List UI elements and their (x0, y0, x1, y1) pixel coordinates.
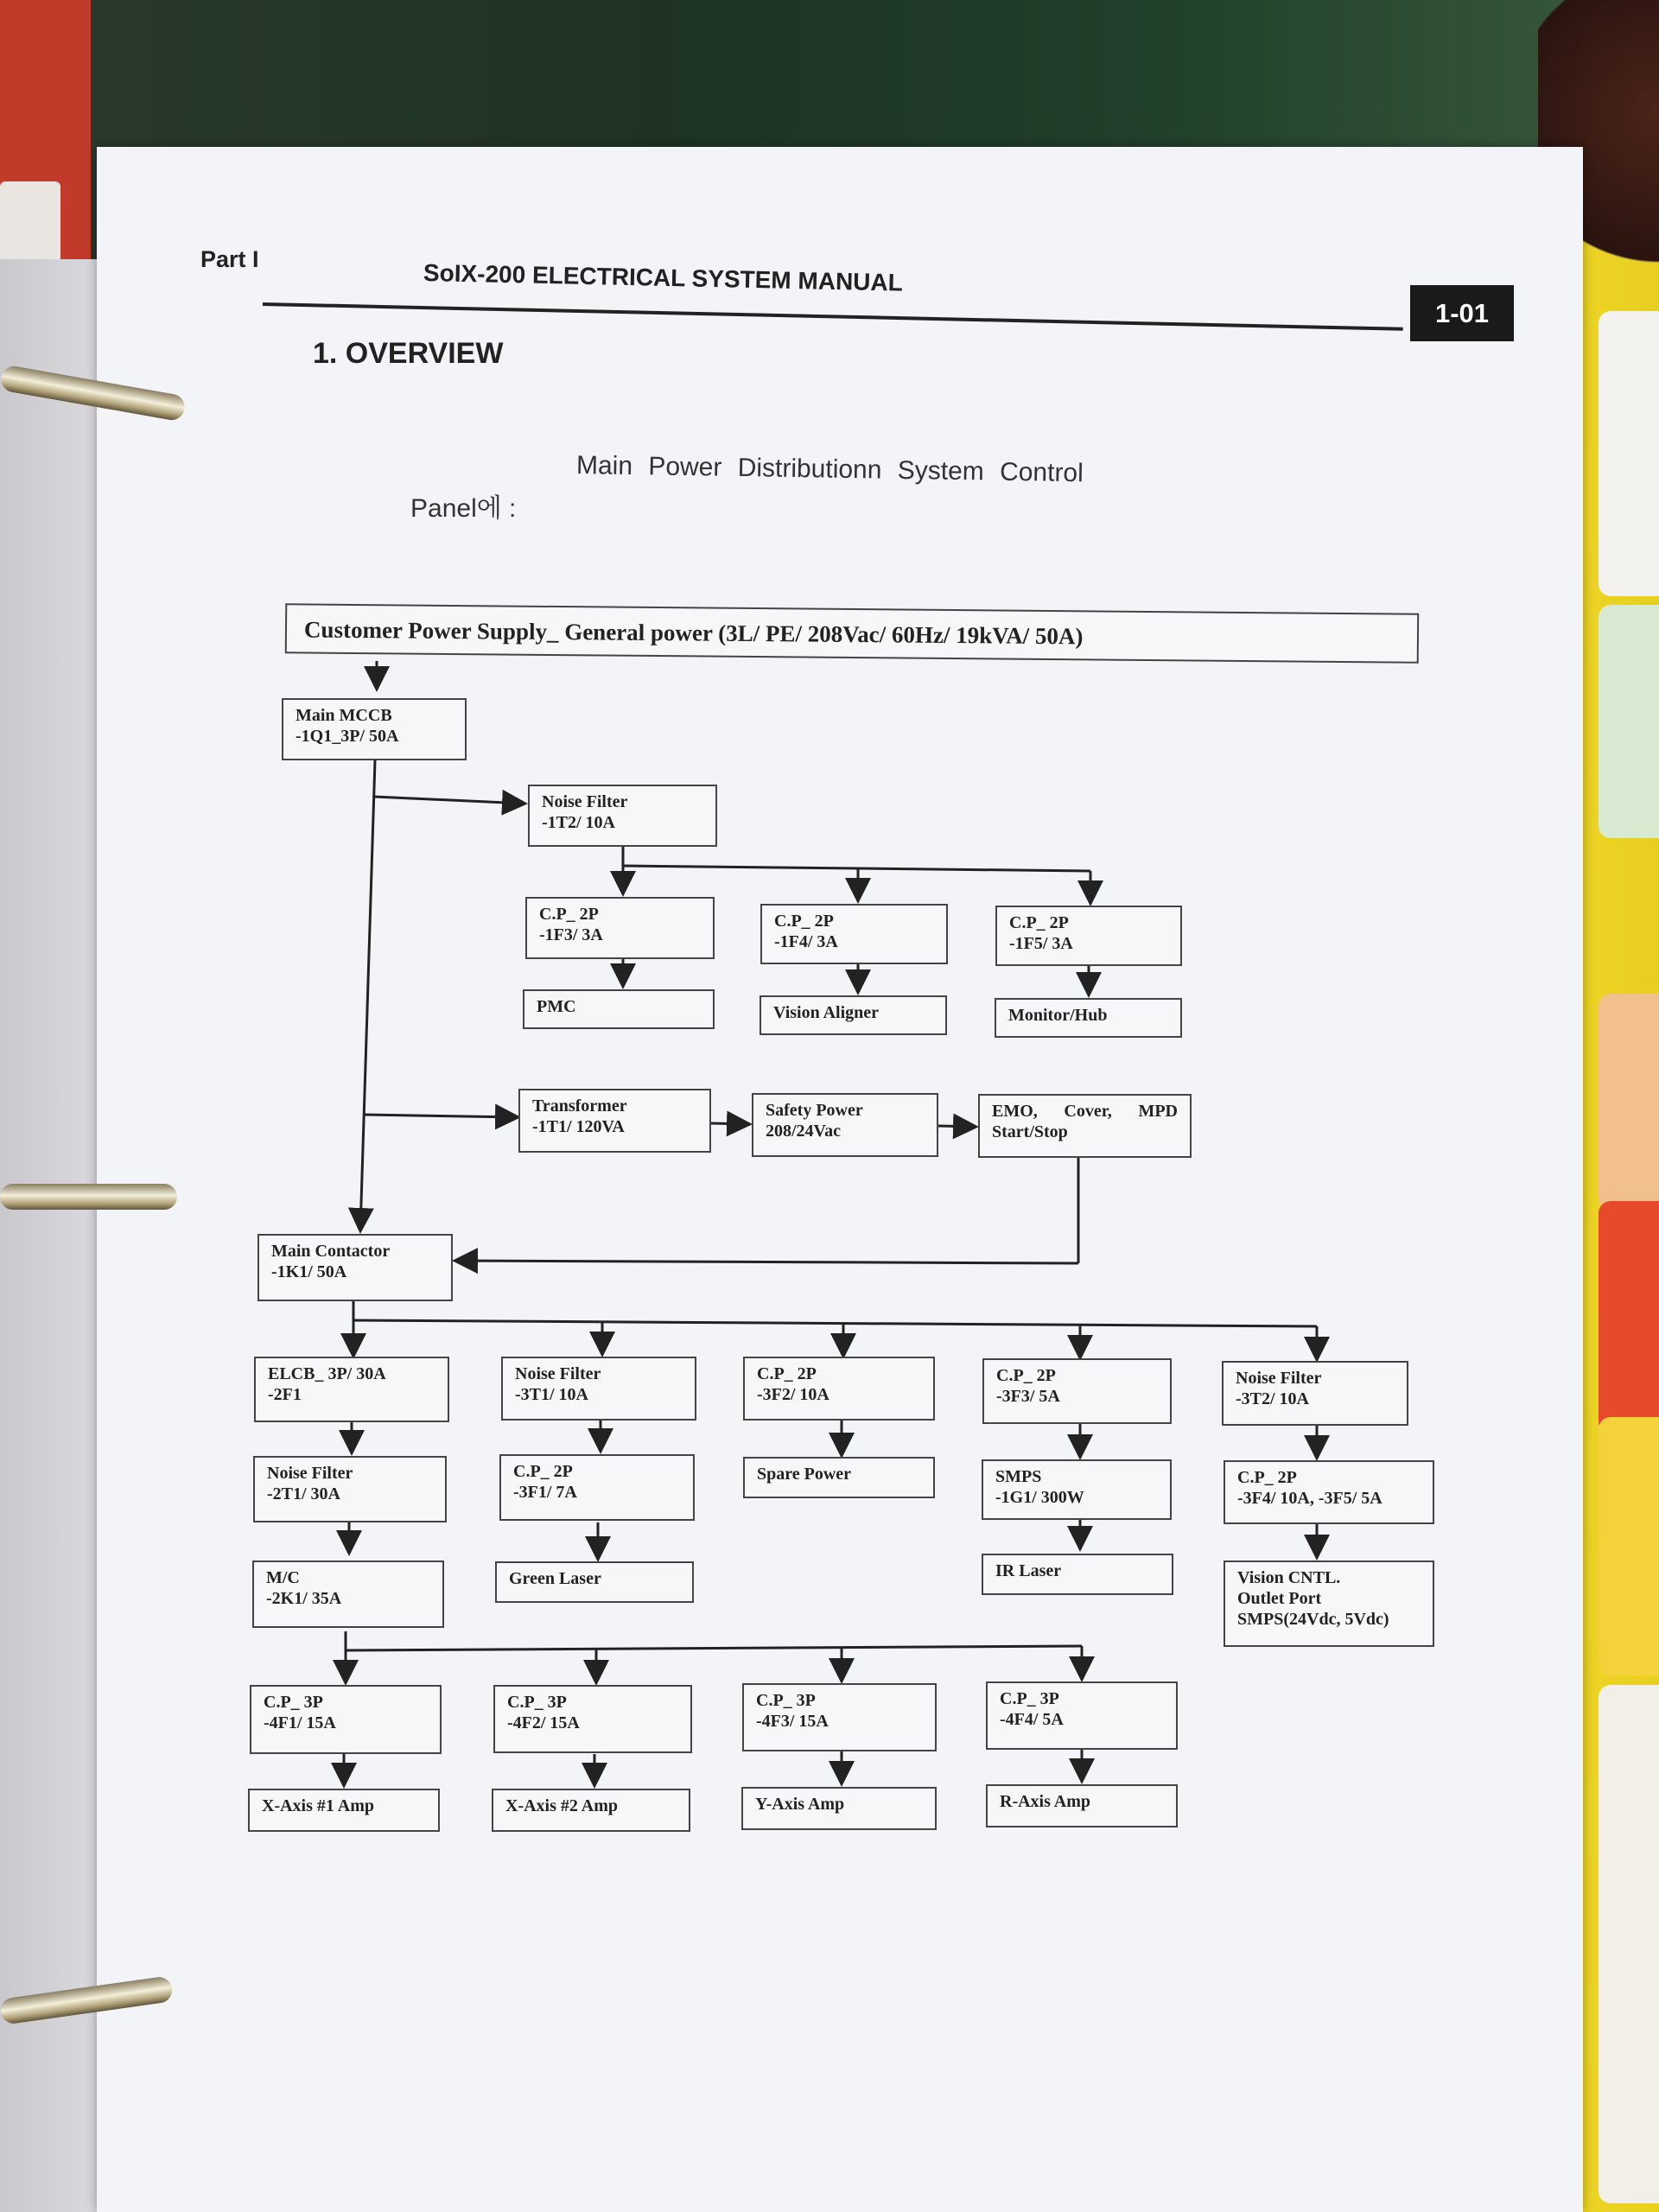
cp-1f5-box (995, 906, 1182, 966)
box-rating: -4F2/ 15A (507, 1713, 580, 1732)
cp-3f4-3f5-box (1224, 1460, 1434, 1524)
manual-page (97, 147, 1583, 2212)
vision-cntl-box (1224, 1560, 1434, 1647)
box-rating: -4F3/ 15A (756, 1712, 829, 1731)
binder-tab (1599, 994, 1659, 1210)
box-rating: -2T1/ 30A (267, 1484, 340, 1503)
box-rating: -1F4/ 3A (774, 932, 838, 951)
customer-power-supply-box (285, 603, 1419, 663)
box-rating: 208/24Vac (766, 1122, 842, 1141)
box-rating: -3F3/ 5A (996, 1387, 1060, 1406)
spare-power-box (743, 1457, 935, 1498)
box-title: C.P_ 3P (507, 1693, 567, 1712)
box-title: C.P_ 2P (539, 905, 599, 924)
box-title: X-Axis #2 Amp (505, 1796, 619, 1815)
box-title: Vision CNTL. (1237, 1568, 1341, 1587)
box-title: C.P_ 2P (757, 1364, 817, 1383)
box-rating: -1T2/ 10A (542, 813, 615, 832)
box-title: Vision Aligner (773, 1003, 880, 1022)
box-title: C.P_ 2P (1009, 913, 1069, 932)
box-rating: -2F1 (268, 1385, 302, 1404)
binder-ring (0, 1184, 177, 1210)
box-title: Monitor/Hub (1008, 1006, 1108, 1025)
cp-3f2-box (743, 1357, 935, 1421)
x-axis-2-amp-box (492, 1789, 690, 1832)
cp-4f4-box (986, 1681, 1178, 1750)
box-title: C.P_ 2P (513, 1462, 573, 1481)
box-rating: -3F1/ 7A (513, 1483, 577, 1502)
binder-tab (1599, 1685, 1659, 2203)
binder-tab (1599, 1201, 1659, 1434)
section-heading: 1. OVERVIEW (313, 337, 504, 370)
box-title: Main MCCB (296, 706, 392, 725)
noise-filter-2t1-box (253, 1456, 447, 1522)
box-title: Safety Power (766, 1101, 863, 1120)
mpd-word: MPD (1138, 1102, 1178, 1121)
main-contactor-box (257, 1234, 453, 1301)
binder-tab (1599, 605, 1659, 838)
cp-4f3-box (742, 1683, 937, 1751)
caption-line-1: Main Power Distributionn System Control (575, 451, 1084, 488)
emo-word: EMO, (992, 1102, 1038, 1121)
box-title: ELCB_ 3P/ 30A (268, 1364, 386, 1383)
box-rating: -1T1/ 120VA (532, 1117, 625, 1136)
box-title: C.P_ 3P (264, 1693, 323, 1712)
box-rating: -1F5/ 3A (1009, 934, 1073, 953)
cp-4f2-box (493, 1685, 692, 1753)
x-axis-1-amp-box (248, 1789, 440, 1832)
box-rating: -3F4/ 10A, -3F5/ 5A (1237, 1489, 1382, 1508)
supply-label: Customer Power Supply_ General power (3L/ PE/ 208Vac/ 60Hz/ 19kVA/ 50A) (303, 616, 1084, 650)
box-title-row (992, 1101, 1178, 1122)
cp-4f1-box (250, 1685, 442, 1754)
box-rating: -1F3/ 3A (539, 925, 603, 944)
box-title: PMC (537, 997, 576, 1016)
box-title: Green Laser (509, 1569, 601, 1588)
elcb-2f1-box (254, 1357, 449, 1422)
box-rating: Start/Stop (992, 1122, 1068, 1141)
box-title: SMPS (995, 1467, 1042, 1486)
box-title: Noise Filter (515, 1364, 601, 1383)
box-rating: -3T1/ 10A (515, 1385, 588, 1404)
box-title: C.P_ 2P (996, 1366, 1056, 1385)
box-rating: -2K1/ 35A (266, 1589, 342, 1608)
emo-cover-mpd-box (978, 1094, 1192, 1158)
box-title: Noise Filter (1236, 1369, 1322, 1388)
cp-3f3-box (982, 1358, 1172, 1424)
noise-filter-1t2-box (528, 785, 717, 847)
noise-filter-3t1-box (501, 1357, 696, 1421)
box-rating: -1G1/ 300W (995, 1488, 1084, 1507)
transformer-box (518, 1089, 711, 1153)
smps-1g1-box (982, 1459, 1172, 1520)
box-title: Noise Filter (542, 792, 628, 811)
box-title: C.P_ 2P (1237, 1468, 1297, 1487)
y-axis-amp-box (741, 1787, 937, 1830)
manual-title: SoIX-200 ELECTRICAL SYSTEM MANUAL (423, 259, 904, 296)
box-line-2: Outlet Port (1237, 1589, 1322, 1608)
mc-2k1-box (252, 1560, 444, 1628)
cp-1f3-box (525, 897, 715, 959)
green-laser-box (495, 1561, 694, 1603)
box-rating: -4F1/ 15A (264, 1713, 336, 1732)
box-title: C.P_ 3P (1000, 1689, 1059, 1708)
box-title: C.P_ 2P (774, 912, 834, 931)
box-title: M/C (266, 1568, 300, 1587)
box-rating: -3F2/ 10A (757, 1385, 830, 1404)
box-title: R-Axis Amp (1000, 1792, 1091, 1811)
part-label: Part I (200, 246, 259, 272)
cover-word: Cover, (1064, 1102, 1112, 1121)
cp-3f1-box (499, 1454, 695, 1521)
caption-line-2: Panel에 : (410, 494, 517, 523)
r-axis-amp-box (986, 1784, 1178, 1827)
box-rating: -1K1/ 50A (271, 1262, 347, 1281)
box-title: Spare Power (757, 1465, 852, 1484)
vision-aligner-box (760, 995, 947, 1035)
box-title: IR Laser (995, 1561, 1062, 1580)
box-title: Main Contactor (271, 1242, 391, 1261)
box-rating: -3T2/ 10A (1236, 1389, 1309, 1408)
connector-lines (97, 147, 1583, 2212)
box-title: X-Axis #1 Amp (262, 1796, 375, 1815)
box-title: C.P_ 3P (756, 1691, 816, 1710)
monitor-hub-box (995, 998, 1182, 1038)
box-line-3: SMPS(24Vdc, 5Vdc) (1237, 1610, 1389, 1629)
box-rating: -1Q1_3P/ 50A (296, 727, 399, 746)
noise-filter-3t2-box (1222, 1361, 1408, 1426)
box-title: Noise Filter (267, 1464, 353, 1483)
box-title: Transformer (532, 1096, 627, 1116)
ir-laser-box (982, 1554, 1173, 1595)
cp-1f4-box (760, 904, 948, 964)
binder-tab (1599, 311, 1659, 596)
page-number-badge: 1-01 (1410, 285, 1514, 341)
binder-tab (1599, 1417, 1659, 1676)
box-rating: -4F4/ 5A (1000, 1710, 1064, 1729)
box-title: Y-Axis Amp (755, 1795, 845, 1814)
pmc-box (523, 989, 715, 1029)
safety-power-box (752, 1093, 938, 1157)
main-mccb-box (282, 698, 467, 760)
